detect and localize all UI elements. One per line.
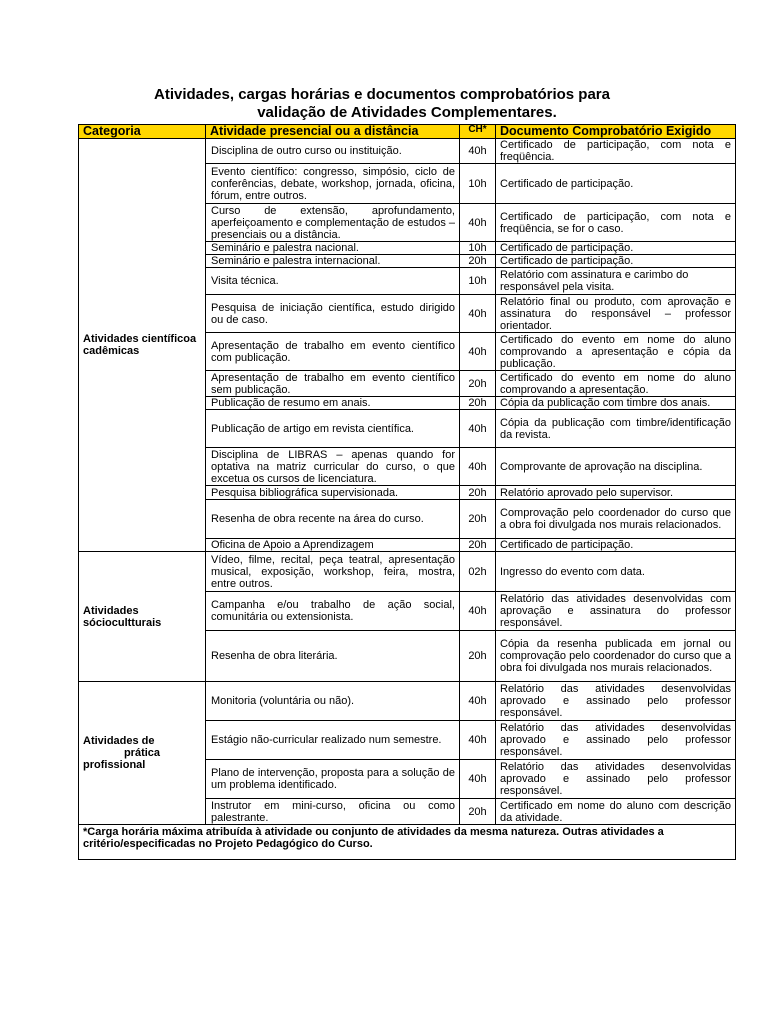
category-label: Atividades de — [83, 735, 155, 747]
doc-cell: Relatório com assinatura e carimbo do responsável pela visita. — [496, 268, 736, 295]
ch-cell: 10h — [460, 242, 496, 255]
ch-cell: 10h — [460, 268, 496, 295]
activity-cell: Disciplina de outro curso ou instituição. — [206, 139, 460, 164]
table-row — [79, 682, 736, 721]
activity-cell: Monitoria (voluntária ou não). — [206, 682, 460, 721]
activity-cell: Seminário e palestra nacional. — [206, 242, 460, 255]
activity-cell: Publicação de artigo em revista científica. — [206, 410, 460, 448]
doc-cell: Comprovante de aprovação na disciplina. — [496, 448, 736, 486]
activities-table — [78, 124, 736, 860]
footnote: *Carga horária máxima atribuída à atividade ou conjunto de atividades da mesma natureza. Outras atividades a critério/especificadas no Projeto Pedagógico do Curso. — [79, 825, 736, 860]
activity-cell: Oficina de Apoio a Aprendizagem — [206, 539, 460, 552]
category-cientifico — [79, 139, 206, 552]
category-sociocultural — [79, 552, 206, 682]
activity-cell: Pesquisa de iniciação científica, estudo dirigido ou de caso. — [206, 295, 460, 333]
doc-cell: Ingresso do evento com data. — [496, 552, 736, 592]
doc-cell: Certificado de participação. — [496, 164, 736, 204]
document-title — [78, 86, 686, 122]
doc-cell: Cópia da resenha publicada em jornal ou comprovação pelo coordenador do curso que a obra foi divulgada nos murais relacionados. — [496, 631, 736, 682]
ch-cell: 20h — [460, 486, 496, 500]
ch-cell: 40h — [460, 410, 496, 448]
activity-cell: Publicação de resumo em anais. — [206, 397, 460, 410]
doc-cell: Comprovação pelo coordenador do curso que a obra foi divulgada nos murais relacionados. — [496, 500, 736, 539]
doc-cell: Certificado de participação. — [496, 242, 736, 255]
doc-cell: Certificado do evento em nome do aluno comprovando a apresentação e cópia da publicação. — [496, 333, 736, 371]
activity-cell: Resenha de obra literária. — [206, 631, 460, 682]
footnote-row — [79, 825, 736, 860]
table-row — [79, 139, 736, 164]
doc-cell: Certificado de participação. — [496, 539, 736, 552]
activity-cell: Apresentação de trabalho em evento científico com publicação. — [206, 333, 460, 371]
ch-cell: 20h — [460, 500, 496, 539]
doc-cell: Certificado de participação. — [496, 255, 736, 268]
ch-cell: 20h — [460, 397, 496, 410]
table-header-row — [79, 125, 736, 139]
category-label: Atividades científicoacadêmicas — [83, 333, 197, 357]
ch-cell: 20h — [460, 255, 496, 268]
header-atividade: Atividade presencial ou a distância — [206, 125, 460, 139]
activity-cell: Disciplina de LIBRAS – apenas quando for optativa na matriz curricular do curso, o que excetua os cursos de licenciatura. — [206, 448, 460, 486]
activity-cell: Estágio não-curricular realizado num semestre. — [206, 721, 460, 760]
doc-cell: Certificado de participação, com nota e freqüência. — [496, 139, 736, 164]
doc-cell: Certificado de participação, com nota e freqüência, se for o caso. — [496, 204, 736, 242]
category-pratica — [79, 682, 206, 825]
header-categoria: Categoria — [79, 125, 206, 139]
ch-cell: 20h — [460, 631, 496, 682]
table-row — [79, 552, 736, 592]
ch-cell: 40h — [460, 295, 496, 333]
doc-cell: Relatório final ou produto, com aprovação e assinatura do responsável – professor orientador. — [496, 295, 736, 333]
category-label: Atividades sóciocultturais — [83, 604, 162, 629]
ch-cell: 10h — [460, 164, 496, 204]
ch-cell: 40h — [460, 721, 496, 760]
category-label: prática — [123, 747, 161, 759]
ch-cell: 40h — [460, 448, 496, 486]
activity-cell: Apresentação de trabalho em evento científico sem publicação. — [206, 371, 460, 397]
ch-cell: 40h — [460, 204, 496, 242]
activity-cell: Pesquisa bibliográfica supervisionada. — [206, 486, 460, 500]
ch-cell: 40h — [460, 333, 496, 371]
activity-cell: Resenha de obra recente na área do curso. — [206, 500, 460, 539]
ch-cell: 20h — [460, 799, 496, 825]
header-ch: CH* — [460, 125, 496, 139]
activity-cell: Seminário e palestra internacional. — [206, 255, 460, 268]
category-label: profissional — [83, 759, 146, 771]
ch-cell: 20h — [460, 371, 496, 397]
doc-cell: Cópia da publicação com timbre dos anais. — [496, 397, 736, 410]
doc-cell: Relatório das atividades desenvolvidas aprovado e assinado pelo professor responsável. — [496, 760, 736, 799]
doc-cell: Relatório aprovado pelo supervisor. — [496, 486, 736, 500]
header-documento: Documento Comprobatório Exigido — [496, 125, 736, 139]
ch-cell: 40h — [460, 139, 496, 164]
activity-cell: Visita técnica. — [206, 268, 460, 295]
activity-cell: Evento científico: congresso, simpósio, ciclo de conferências, debate, workshop, jornada, oficina, fórum, entre outros. — [206, 164, 460, 204]
activity-cell: Curso de extensão, aprofundamento, aperfeiçoamento e complementação de estudos – presenciais ou a distância. — [206, 204, 460, 242]
title-line-1: Atividades, cargas horárias e documentos comprobatórios para — [154, 86, 610, 103]
doc-cell: Relatório das atividades desenvolvidas aprovado e assinado pelo professor responsável. — [496, 721, 736, 760]
ch-cell: 20h — [460, 539, 496, 552]
title-line-2: validação de Atividades Complementares. — [257, 104, 557, 121]
ch-cell: 40h — [460, 760, 496, 799]
activity-cell: Vídeo, filme, recital, peça teatral, apresentação musical, exposição, workshop, feira, mostra, entre outros. — [206, 552, 460, 592]
ch-cell: 40h — [460, 592, 496, 631]
ch-cell: 02h — [460, 552, 496, 592]
doc-cell: Certificado do evento em nome do aluno comprovando a apresentação. — [496, 371, 736, 397]
ch-cell: 40h — [460, 682, 496, 721]
doc-cell: Relatório das atividades desenvolvidas com aprovação e assinatura do professor responsável. — [496, 592, 736, 631]
doc-cell: Cópia da publicação com timbre/identificação da revista. — [496, 410, 736, 448]
activity-cell: Campanha e/ou trabalho de ação social, comunitária ou extensionista. — [206, 592, 460, 631]
doc-cell: Certificado em nome do aluno com descrição da atividade. — [496, 799, 736, 825]
doc-cell: Relatório das atividades desenvolvidas aprovado e assinado pelo professor responsável. — [496, 682, 736, 721]
activity-cell: Instrutor em mini-curso, oficina ou como palestrante. — [206, 799, 460, 825]
activity-cell: Plano de intervenção, proposta para a solução de um problema identificado. — [206, 760, 460, 799]
